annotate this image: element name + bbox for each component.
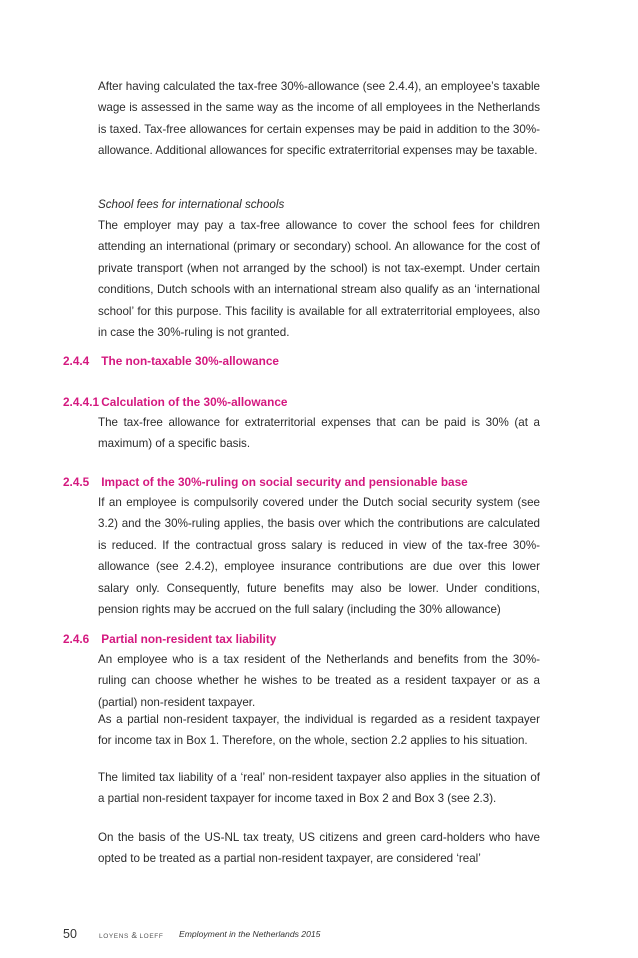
section-title: Impact of the 30%-ruling on social security and pensionable base	[101, 475, 468, 489]
page-number: 50	[63, 927, 77, 941]
school-fees-paragraph: The employer may pay a tax-free allowance to cover the school fees for children attending an international (primary or secondary) school. An allowance for the cost of private transport (when not arranged by the school) is not tax-exempt. Under certain conditions, Dutch schools with an international stream also qualify as an ‘international school’ for this purpose. This facility is available for all extraterritorial employees, also in case the 30%-ruling is not granted.	[98, 219, 540, 340]
school-fees-subheading: School fees for international schools	[98, 198, 285, 211]
calculation-paragraph: The tax-free allowance for extraterritorial expenses that can be paid is 30% (at a maximum) of a specific basis.	[98, 416, 540, 451]
section-number: 2.4.4	[63, 354, 90, 368]
social-security-paragraph: If an employee is compulsorily covered under the Dutch social security system (see 3.2) and the 30%-ruling applies, the basis over which the contributions are calculated is reduced. If the contractual gross salary is reduced in view of the tax-free 30%-allowance (see 2.4.2), employee insurance contributions are due over this lower salary only. Consequently, future benefits may also be lower. Under conditions, pension rights may be accrued on the full salary (including the 30% allowance)	[98, 496, 540, 617]
section-title: Calculation of the 30%-allowance	[101, 395, 288, 409]
publication-title: Employment in the Netherlands 2015	[179, 929, 321, 939]
section-title: Partial non-resident tax liability	[101, 632, 277, 646]
section-number: 2.4.6	[63, 632, 90, 646]
section-2-4-4-1-heading	[63, 393, 563, 411]
intro-paragraph: After having calculated the tax-free 30%-allowance (see 2.4.4), an employee’s taxable wage is assessed in the same way as the income of all employees in the Netherlands is taxed. Tax-free allowances for certain expenses may be paid in addition to the 30%-allowance. Additional allowances for specific extraterritorial expenses may be taxable.	[98, 80, 540, 158]
section-number: 2.4.4.1	[63, 395, 100, 409]
page-footer	[63, 927, 543, 943]
section-number: 2.4.5	[63, 475, 90, 489]
section-2-4-4-heading	[63, 352, 563, 370]
section-title: The non-taxable 30%-allowance	[101, 354, 279, 368]
partial-nonresident-paragraph-4: On the basis of the US-NL tax treaty, US citizens and green card-holders who have opted to be treated as a partial non-resident taxpayer, are considered ‘real’	[98, 831, 540, 866]
partial-nonresident-paragraph-3: The limited tax liability of a ‘real’ non-resident taxpayer also applies in the situation of a partial non-resident taxpayer for income taxed in Box 2 and Box 3 (see 2.3).	[98, 771, 540, 806]
partial-nonresident-paragraph-1: An employee who is a tax resident of the Netherlands and benefits from the 30%-ruling can choose whether he wishes to be treated as a resident taxpayer or as a (partial) non-resident taxpayer.	[98, 653, 540, 709]
section-2-4-5-heading	[63, 473, 563, 491]
section-2-4-6-heading	[63, 630, 563, 648]
brand-logo: LOYENS & LOEFF	[99, 930, 164, 940]
partial-nonresident-paragraph-2: As a partial non-resident taxpayer, the individual is regarded as a resident taxpayer for income tax in Box 1. Therefore, on the whole, section 2.2 applies to his situation.	[98, 713, 540, 748]
